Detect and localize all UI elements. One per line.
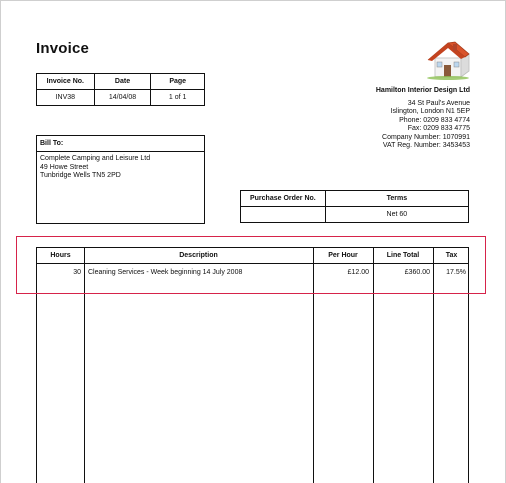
house-icon — [425, 40, 471, 80]
order-terms-table — [240, 190, 469, 223]
column-divider — [313, 248, 314, 483]
header-line-total: Line Total — [386, 252, 420, 259]
bill-to-line-1: Complete Camping and Leisure Ltd — [40, 155, 151, 162]
meta-header-invoice-no: Invoice No. — [37, 74, 95, 90]
row-hours: 30 — [73, 269, 81, 276]
company-fax: Fax: 0209 833 4775 — [407, 125, 470, 132]
header-per-hour: Per Hour — [328, 252, 358, 259]
column-divider — [84, 248, 85, 483]
terms-value: Net 60 — [325, 207, 468, 223]
row-description: Cleaning Services - Week beginning 14 July 2008 — [88, 269, 243, 276]
header-hours: Hours — [50, 252, 71, 259]
column-divider — [373, 248, 374, 483]
header-description: Description — [179, 252, 218, 259]
invoice-title: Invoice — [36, 40, 90, 57]
company-name: Hamilton Interior Design Ltd — [375, 87, 470, 94]
company-address-line-2: Islington, London N1 5EP — [390, 108, 470, 115]
company-address-line-1: 34 St Paul's Avenue — [407, 99, 470, 107]
column-divider — [433, 248, 434, 483]
meta-invoice-no: INV38 — [37, 90, 95, 106]
row-line-total: £360.00 — [404, 269, 430, 276]
meta-date: 14/04/08 — [94, 90, 151, 106]
po-value — [241, 207, 326, 223]
company-phone: Phone: 0209 833 4774 — [399, 116, 470, 124]
company-details — [270, 87, 470, 151]
terms-header: Terms — [325, 191, 468, 207]
meta-page: 1 of 1 — [151, 90, 205, 106]
meta-header-date: Date — [94, 74, 151, 90]
po-header: Purchase Order No. — [241, 191, 326, 207]
meta-header-page: Page — [151, 74, 205, 90]
company-number: Company Number: 1070991 — [382, 133, 470, 141]
invoice-meta-table — [36, 73, 205, 106]
bill-to-line-2: 49 Howe Street — [40, 163, 89, 171]
bill-to-box — [36, 135, 205, 224]
company-vat: VAT Reg. Number: 3453453 — [382, 142, 470, 149]
line-items-table — [36, 247, 469, 483]
row-tax: 17.5% — [446, 269, 466, 276]
row-per-hour: £12.00 — [347, 269, 369, 276]
bill-to-label: Bill To: — [37, 136, 204, 152]
bill-to-line-3: Tunbridge Wells TN5 2PD — [40, 172, 121, 179]
header-tax: Tax — [445, 252, 458, 259]
